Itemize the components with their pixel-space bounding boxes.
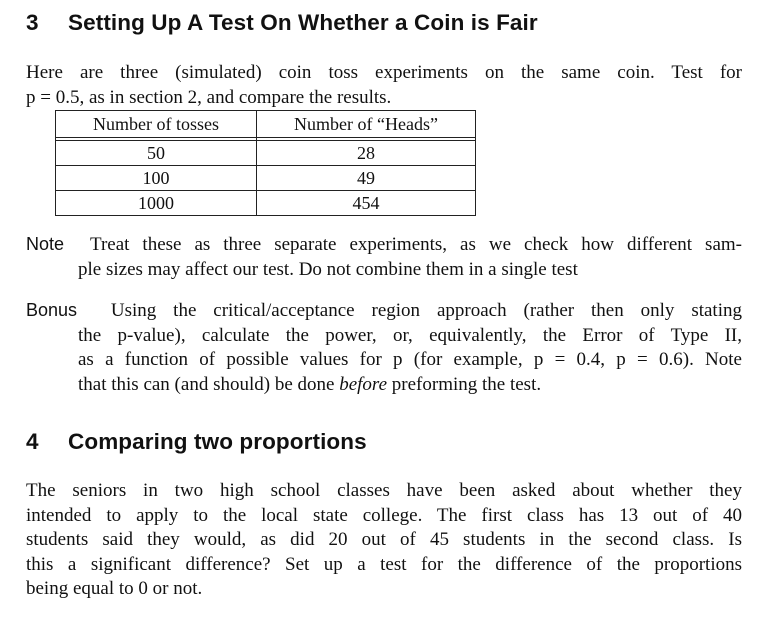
tosses-cell: 50	[56, 141, 257, 166]
bonus-line-2: the p-value), calculate the power, or, equivalently, the Error of Type II,	[78, 324, 742, 346]
section-4-line: this a significant difference? Set up a test for the difference of the proportions	[26, 553, 742, 575]
heads-cell: 49	[257, 166, 476, 191]
bonus-line-4-emphasis: before	[339, 373, 388, 395]
tosses-cell: 100	[56, 166, 257, 191]
section-3-number: 3	[26, 10, 39, 35]
bonus-line-4-c: preforming the test.	[387, 373, 542, 395]
intro-line-2: p = 0.5, as in section 2, and compare the results.	[26, 86, 392, 108]
section-4-line: The seniors in two high school classes have been asked about whether they	[26, 480, 742, 501]
note-line-1	[26, 232, 742, 258]
header-number-of-tosses: Number of tosses	[56, 111, 257, 138]
table-row	[56, 141, 476, 166]
note-label: Note	[26, 234, 65, 254]
section-4-line: being equal to 0 or not.	[26, 578, 203, 599]
section-3-title: Setting Up A Test On Whether a Coin is Fair	[68, 10, 538, 35]
tosses-cell: 1000	[56, 191, 257, 216]
heads-cell: 454	[257, 191, 476, 216]
note-line-1-text: Treat these as three separate experiments, as we check how different sam-	[90, 234, 742, 255]
intro-line-1: Here are three (simulated) coin toss experiments on the same coin. Test for	[26, 62, 742, 83]
section-4-line: intended to apply to the local state college. The first class has 13 out of 40	[26, 504, 742, 526]
table-row	[56, 191, 476, 216]
bonus-line-1	[26, 298, 742, 324]
coin-toss-table	[55, 110, 476, 216]
bonus-line-4	[26, 373, 742, 398]
section-4-line: students said they would, as did 20 out of 45 students in the second class. Is	[26, 529, 742, 550]
section-3-heading	[26, 10, 538, 36]
section-4-heading	[26, 429, 367, 455]
section-3-intro	[26, 61, 742, 110]
bonus-label: Bonus	[26, 300, 78, 320]
table-header-row	[56, 111, 476, 138]
heads-cell: 28	[257, 141, 476, 166]
note-line-2: ple sizes may affect our test. Do not combine them in a single test	[78, 258, 578, 280]
note-item	[26, 232, 742, 282]
bonus-line-4-a: that this can (and should) be done	[78, 373, 340, 395]
table-row	[56, 166, 476, 191]
bonus-line-1-text: Using the critical/acceptance region approach (rather then only stating	[110, 300, 742, 321]
section-4-body	[26, 479, 742, 602]
bonus-item	[26, 298, 742, 397]
bonus-line-3: as a function of possible values for p (for example, p = 0.4, p = 0.6). Note	[78, 349, 742, 370]
header-number-of-heads: Number of “Heads”	[257, 111, 476, 138]
section-4-title: Comparing two proportions	[68, 429, 367, 454]
section-4-number: 4	[26, 429, 39, 454]
